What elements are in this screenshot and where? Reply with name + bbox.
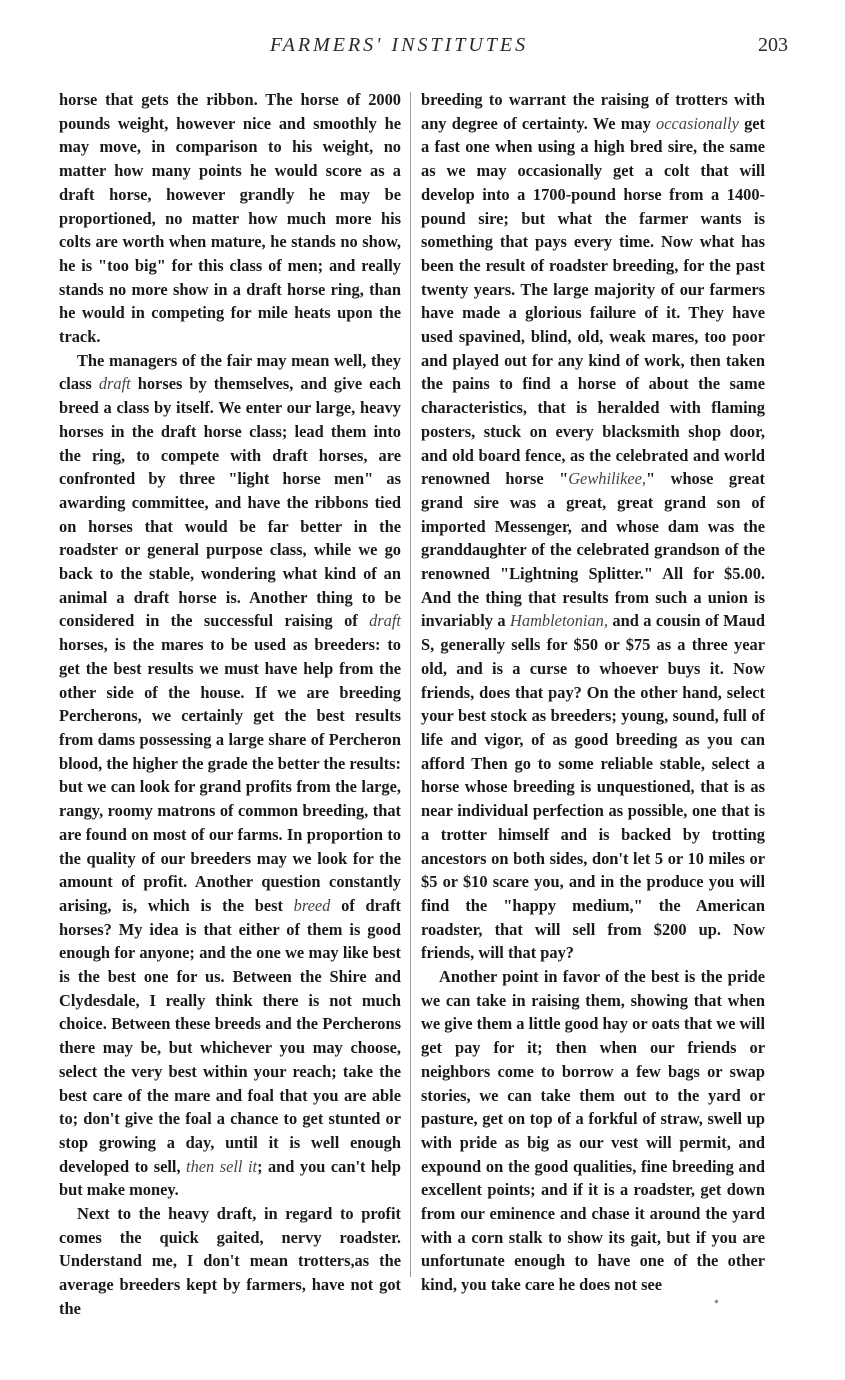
right-p1-text-c: " whose great grand sire was a great, great grand son of imported Messenger, and whose dam was the granddaughter of the celebrated grandson of the renowned "Lightning Splitter." All for $5.00. And the thing that results from such a union is invariably a [421,469,765,631]
page-header [0,34,845,64]
right-p2-text: Another point in favor of the best is the pride we can take in raising them, showing that when we give them a little good hay or oats that we will get pay for it; then when our friends or neighbors come to borrow a few bags or swap stories, we can take them out to the yard or pasture, get on top of a forkful of straw, swell up with pride as big as our vest will permit, and expound on the good qualities, fine breeding and excellent points; and if it is a roadster, get down from our eminence and chase it around the yard with a corn stalk to show its gait, but if you are unfortunate enough to have one of the other kind, you take care he does not see [421,967,765,1295]
left-column [59,88,401,1321]
ink-speck [714,1299,718,1303]
left-paragraph-1 [59,88,401,349]
right-p1-italic-hambletonian: Hambletonian, [510,611,608,631]
page-number: 203 [758,34,788,56]
right-p1-italic-occasionally: occasionally [656,113,739,133]
left-p2-italic-draft-1: draft [98,374,131,394]
running-head: FARMERS' INSTITUTES [270,34,529,56]
right-p1-italic-gewhilikee: Gewhilikee, [568,469,647,489]
left-p2-text-b: horses by themselves, and give each breed a class by itself. We enter our large, heavy horses in the draft horse class; lead them into the ring, to compete with draft horses, are confronted by three "light horse men" as awarding committee, and have the ribbons tied on horses that would be far better in the roadster or general purpose class, while we go back to the stable, wondering what kind of an animal a draft horse is. Another thing to be considered in the successful raising of [59,374,401,631]
left-p2-italic-draft-2: draft [369,611,401,631]
column-divider [410,92,411,1277]
right-column [421,88,765,1297]
left-p2-italic-sell: then sell it [186,1156,258,1176]
right-p1-text-a: breeding to warrant the raising of trotters with any degree of certainty. We may [421,90,765,133]
left-p2-italic-breed: breed [293,895,331,915]
left-p2-text-c: horses, is the mares to be used as breeders: to get the best results we must have help from the other side of the house. If we are breeding Percherons, we certainly get the best results from dams possessing a large share of Percheron blood, the higher the grade the better the results: but we can look for grand profits from the large, rangy, roomy matrons of common breeding, that are found on most of our farms. In proportion to the quality of our breeders may we look for the amount of profit. Another question constantly arising, is, which is the best [59,635,401,915]
right-p1-text-d: and a cousin of Maud S, generally sells for $50 or $75 as a three year old, and is a curse to whoever buys it. Now friends, does that pay? On the other hand, select your best stock as breeders; young, sound, full of life and vigor, of as good breeding as you can afford Then go to some reliable stable, select a horse whose breeding is unquestioned, that is as near individual perfection as possible, one that is a trotter himself and is backed by trotting ancestors on both sides, don't let 5 or 10 miles or $5 or $10 scare you, and in the produce you will find the "happy medium," the American roadster, that will sell from $200 up. Now friends, will that pay? [421,611,765,963]
left-p1-text: horse that gets the ribbon. The horse of 2000 pounds weight, however nice and smoothly he may move, in comparison to his weight, no matter how many points he would score as a draft horse, however grandly he may be proportioned, no matter how much more his colts are worth when mature, he stands no show, he is "too big" for this class of men; and really stands no more show in a draft horse ring, than he would in competing for mile heats upon the track. [59,90,401,347]
left-p3-text: Next to the heavy draft, in regard to profit comes the quick gaited, nervy roadster. Understand me, I don't mean trotters,as the average breeders kept by farmers, have not got the [59,1204,401,1318]
left-p2-text-d: of draft horses? My idea is that either of them is good enough for anyone; and the one we may like best is the best one for us. Between the Shire and Clydesdale, I really think there is not much choice. Between these breeds and the Percherons there may be, but whichever you may choose, select the very best within your reach; take the best care of the mare and foal that you are able to; don't give the foal a chance to get stunted or stop growing a day, until it is well enough developed to sell, [59,895,401,1176]
left-p2-text-a: The managers of the fair may mean well, they class [59,350,401,394]
left-paragraph-2 [59,349,401,1202]
right-paragraph-1 [421,88,765,965]
right-paragraph-2 [421,965,765,1297]
left-p2-text-e: ; and you can't help but make money. [59,1156,401,1200]
right-p1-text-b: get a fast one when using a high bred sire, the same as we may occasionally get a colt that will develop into a 1700-pound horse from a 1400-pound sire; but what the farmer wants is something that pays every time. Now what has been the result of roadster breeding, for the past twenty years. The large majority of our farmers have made a glorious failure of it. They have used spavined, blind, old, weak mares, too poor and played out for any kind of work, then taken the pains to find a horse of about the same characteristics, that is heralded with flaming posters, stuck on every blacksmith shop door, and old board fence, as the celebrated and world renowned horse " [421,113,765,489]
left-paragraph-3 [59,1202,401,1321]
